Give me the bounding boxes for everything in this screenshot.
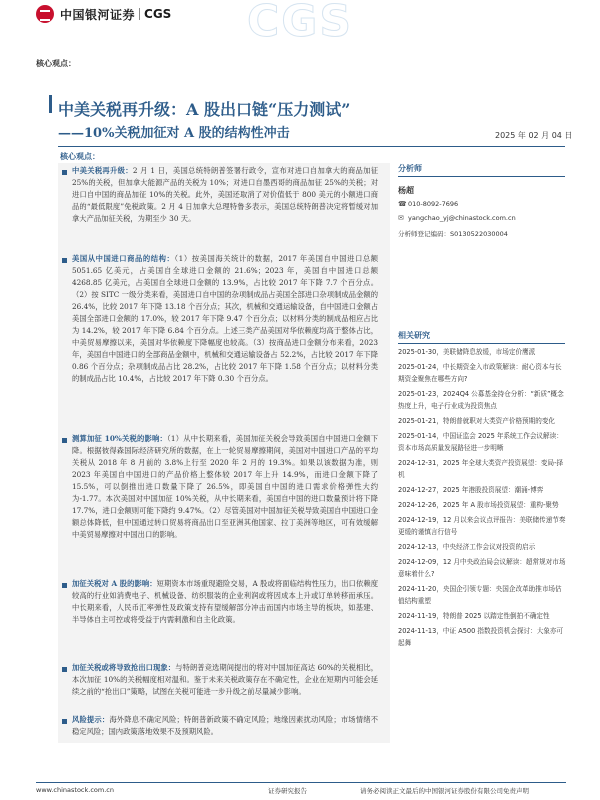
related-item[interactable]: 2024-11-13，中证 A500 指数投资机会探讨：大象亦可起舞 xyxy=(398,627,564,647)
related-item[interactable]: 2024-11-19，特朗普 2025 以踏定性倒拍不确定性 xyxy=(398,612,550,620)
watermark-text: CGS xyxy=(246,0,354,47)
related-item[interactable]: 2025-01-23，2024Q4 公募基金持仓分析：“新质”概念热度上升，电子行业成为投资焦点 xyxy=(398,390,564,410)
analyst-rule xyxy=(398,176,565,177)
analyst-email[interactable] xyxy=(398,214,516,222)
bullet-marker xyxy=(62,719,67,724)
related-item[interactable]: 2024-11-20，央国企引领专题：央国企改革助推市场估值结构重塑 xyxy=(398,585,562,605)
report-title: 中美关税再升级：A 股出口链“压力测试” xyxy=(58,100,351,119)
logo-divider xyxy=(139,8,140,20)
title-rule xyxy=(58,146,565,147)
logo-cgs: CGS xyxy=(144,7,172,21)
point-lead: 风险提示： xyxy=(72,715,110,724)
email-text[interactable]: yangchao_yj@chinastock.com.cn xyxy=(408,214,516,222)
point-4 xyxy=(72,578,378,658)
point-text: 短期资本市场重现避险交易，A 股或将面临结构性压力，出口依赖度较高的行业如消费电子、机械设备、纺织服装的企业利润或将因成本上升或订单转移而承压。中长期来看，人民币汇率弹性及政策支持有望缓解部分冲击而国内市场主导的板块，如基建、半导体自主可控或将受益于内需刺激和自主化政策。 xyxy=(72,579,378,624)
phone-icon: ☎ xyxy=(398,200,407,208)
related-item[interactable]: 2025-01-21，特朗普就职对大类资产价格预期的变化 xyxy=(398,417,556,425)
footer-rule xyxy=(36,782,566,783)
related-item[interactable]: 2025-01-14，中国证监会 2025 年系统工作会议解读：资本市场高质量发展路径进一步明晰 xyxy=(398,432,563,452)
phone-text: 010-8092-7696 xyxy=(408,200,459,208)
related-heading: 相关研究 xyxy=(398,330,430,340)
key-points-panel xyxy=(58,163,390,743)
report-subtitle: ——10%关税加征对 A 股的结构性冲击 xyxy=(58,126,290,141)
related-item[interactable]: 2024-12-13，中央经济工作会议对投资的启示 xyxy=(398,543,536,551)
analyst-name: 杨超 xyxy=(398,185,414,195)
related-item[interactable]: 2024-12-31，2025 年全球大类资产投资展望：变局-择机 xyxy=(398,459,564,479)
title-accent-bar xyxy=(49,95,52,113)
analyst-registration xyxy=(398,229,508,238)
report-date: 2025 年 02 月 04 日 xyxy=(495,131,573,140)
point-lead: 加征关税对 A 股的影响： xyxy=(72,579,157,588)
bullet-marker xyxy=(62,667,67,672)
cgs-watermark xyxy=(246,0,354,48)
registration-text: 分析师登记编码：S0130522030004 xyxy=(398,230,508,238)
bullet-marker xyxy=(62,438,67,443)
point-text: 与特朗普竞选期间提出的将对中国加征高达 60%的关税相比，本次加征 10%的关税幅度相对温和。鉴于未来关税政策存在不确定性，企业在短期内可能会延续之前的“抢出口”策略，试图在关税可能进一步升级之前尽量减少影响。 xyxy=(72,663,378,696)
point-text: （1）从中长期来看，美国加征关税会导致美国自中国进口金额下降。根据彼得森国际经济研究所的数据，在上一轮贸易摩擦期间，美国对中国进口产品的平均关税从 2018 年 8 月前的 3.8%上行至 2020 年 2 月的 19.3%。如果以该数据为准，则 2023 年美国自中国进口的产品价格上整体较 2017 年上升 14.9%，而进口金额下降了 15.5%，可以倒推出进口数量下降了 26.5%，即美国自中国的进口需求价格弹性大约为-1.77。本次美国对中国加征 10%关税，从中长期来看，美国自中国的进口数量预计将下降 17.7%，进口金额则可能下降约 9.47%。（2）尽管美国对中国加征关税导致美国自中国进口金额总体降低，但中国通过转口贸易将商品出口至亚洲其他国家、拉丁美洲等地区，可有效缓解中美贸易摩擦对中国出口的影响。 xyxy=(72,434,378,539)
point-5 xyxy=(72,662,378,710)
related-item[interactable]: 2024-12-19，12 月以来会议点评报告：美联储传递节奏更缓的谨慎言行信号 xyxy=(398,516,566,536)
bullet-marker xyxy=(62,583,67,588)
point-text: 海外降息不确定风险；特朗普新政策不确定风险；地缘因素扰动风险；市场情绪不稳定风险；国内政策落地效果不及预期风险。 xyxy=(72,715,379,736)
bullet-marker xyxy=(62,170,67,175)
related-item[interactable]: 2024-12-27，2025 年港股投资展望：潮涌-博弈 xyxy=(398,486,544,494)
point-1 xyxy=(72,165,378,249)
analyst-heading: 分析师 xyxy=(398,163,422,173)
point-2 xyxy=(72,253,378,409)
mail-icon: ✉ xyxy=(398,214,404,222)
brand-logo xyxy=(36,4,171,24)
related-item[interactable]: 2025-01-24，中长期资金入市政策解读：耐心资本与长期资金聚焦在哪些方向? xyxy=(398,363,562,383)
point-lead: 测算加征 10%关税的影响： xyxy=(72,434,168,443)
section-label: 核心观点： xyxy=(36,58,76,68)
related-list xyxy=(398,346,568,652)
footer-type: 证券研究报告 xyxy=(268,787,307,795)
related-item[interactable]: 2024-12-09，12 月中央政治局会议解读：超常规对市场意味着什么? xyxy=(398,558,566,578)
footer-site[interactable]: www.chinastock.com.cn xyxy=(36,786,114,794)
related-item[interactable]: 2024-12-26，2025 年 A 股市场投资展望：重构-聚势 xyxy=(398,501,559,509)
point-text: （1）按美国海关统计的数据，2017 年美国自中国进口总额 5051.65 亿美元，占美国自全球进口金额的 21.6%；2023 年，美国自中国进口总额 4268.85 亿美元，占美国自全球进口金额的 13.9%，占比较 2017 年下降 7.7 个百分点。（2）按 SITC 一级分类来看，美国进口自中国的杂项制成品占美国全部进口杂项制成品金额的 26.4%，比较 2017 年下降 13.18 个百分点；其次，机械和交通运输设备，自中国进口金额占美国全部进口金额的 17.0%，较 2017 年下降 9.47 个百分点；以材料分类的制成品相应占比为 14.2%，较 2017 年下降 6.84 个百分点。上述三类产品美国对华依赖度均高于整体占比，中美贸易摩擦以来，美国对华依赖度下降幅度也较高。（3）按商品进口金额分布来看，2023 年，美国自中国进口的全部商品金额中，机械和交通运输设备占 52.2%，占比较 2017 年下降 0.86 个百分点；杂项制成品占比 28.2%，占比较 2017 年下降 1.58 个百分点；以材料分类的制成品占比 10.4%，占比较 2017 年下降 0.30 个百分点。 xyxy=(72,254,378,383)
point-lead: 中美关税再升级： xyxy=(72,166,133,175)
related-rule xyxy=(398,343,565,344)
point-6 xyxy=(72,714,378,740)
related-item[interactable]: 2025-01-30，美联储降息放缓，市场定价鹰派 xyxy=(398,348,536,356)
point-3 xyxy=(72,433,378,589)
logo-text: 中国银河证券 xyxy=(60,7,136,22)
galaxy-logo-icon xyxy=(36,5,54,23)
footer-disclaimer: 请务必阅读正文最后的中国银河证券股份有限公司免责声明 xyxy=(360,787,529,795)
bullet-marker xyxy=(62,258,67,263)
point-lead: 美国从中国进口商品的结构： xyxy=(72,254,175,263)
point-text: 2 月 1 日，美国总统特朗普签署行政令，宣布对进口自加拿大的商品加征 25%的关税，但加拿大能源产品的关税为 10%；对进口自墨西哥的商品加征 25%的关税；对进口自中国的商品加征 10%的关税。此外，美国还取消了对价值低于 800 美元的小额进口商品的“最低限度”免税政策。2 月 4 日加拿大总理特鲁多表示，美国总统特朗普决定将暂缓对加拿大产品加征关税，为期至少 30 天。 xyxy=(72,166,378,223)
analyst-phone xyxy=(398,200,458,208)
core-views-label: 核心观点： xyxy=(60,151,100,161)
point-lead: 加征关税或将导致抢出口现象： xyxy=(72,663,176,672)
